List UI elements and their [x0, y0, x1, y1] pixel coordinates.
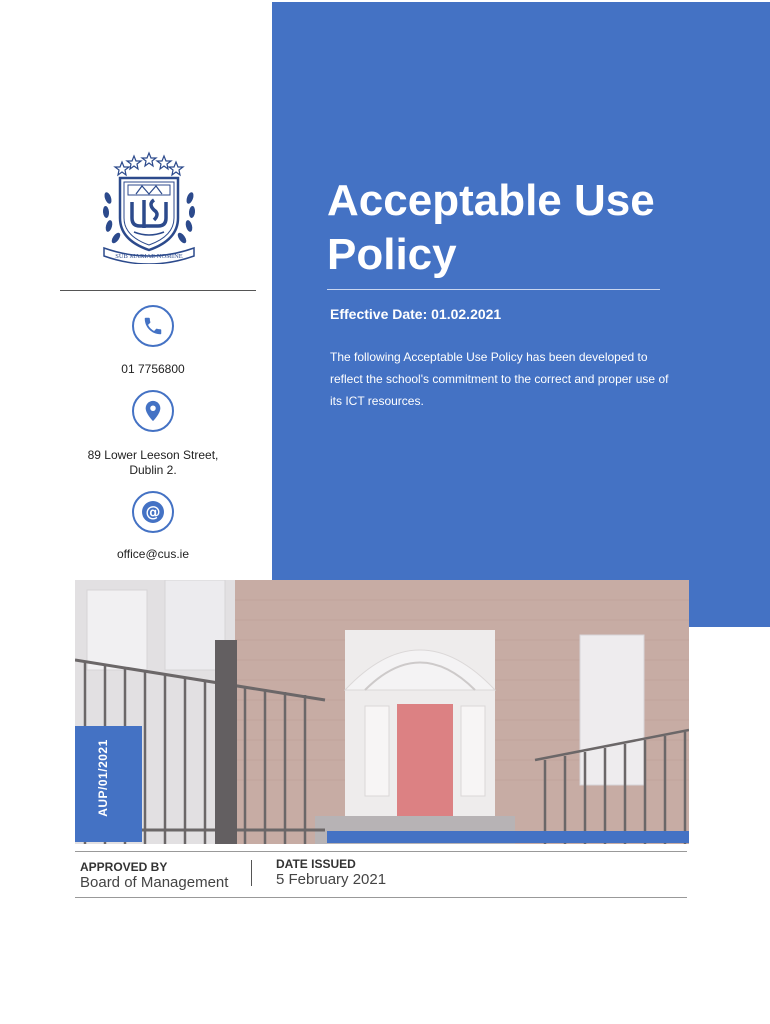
phone-number: 01 7756800: [121, 362, 185, 376]
svg-text:SUB MARIAE NOMINE: SUB MARIAE NOMINE: [115, 253, 183, 260]
page-title: Acceptable Use Policy: [327, 176, 655, 279]
left-divider: [60, 290, 256, 291]
at-sign-icon: [132, 491, 174, 533]
address: [53, 448, 253, 478]
address-line-1: 89 Lower Leeson Street,: [87, 448, 219, 462]
school-crest-logo: [98, 148, 200, 264]
intro-paragraph: The following Acceptable Use Policy has been developed to reflect the school's commitment to the correct and proper use of its ICT resources.: [330, 350, 669, 408]
approved-by-label: APPROVED BY: [80, 860, 168, 874]
accent-bar: [327, 831, 689, 843]
svg-text:@: @: [145, 503, 161, 521]
date-issued-value: 5 February 2021: [276, 871, 387, 888]
footer-top-rule: [75, 851, 687, 852]
document-code-tab: [75, 726, 142, 842]
title-panel: [272, 2, 770, 627]
location-pin-icon: [132, 390, 174, 432]
title-divider: [327, 289, 660, 290]
footer-bottom-rule: [75, 897, 687, 898]
email-address: office@cus.ie: [117, 547, 189, 561]
footer-divider: [251, 860, 252, 886]
approved-by-value: Board of Management: [80, 874, 229, 891]
school-building-photo: [75, 580, 689, 844]
effective-date: Effective Date: 01.02.2021: [330, 306, 502, 322]
address-line-2: Dublin 2.: [129, 463, 177, 477]
document-code: AUP/01/2021: [96, 739, 110, 817]
date-issued-label: DATE ISSUED: [276, 857, 356, 871]
phone-icon: [132, 305, 174, 347]
